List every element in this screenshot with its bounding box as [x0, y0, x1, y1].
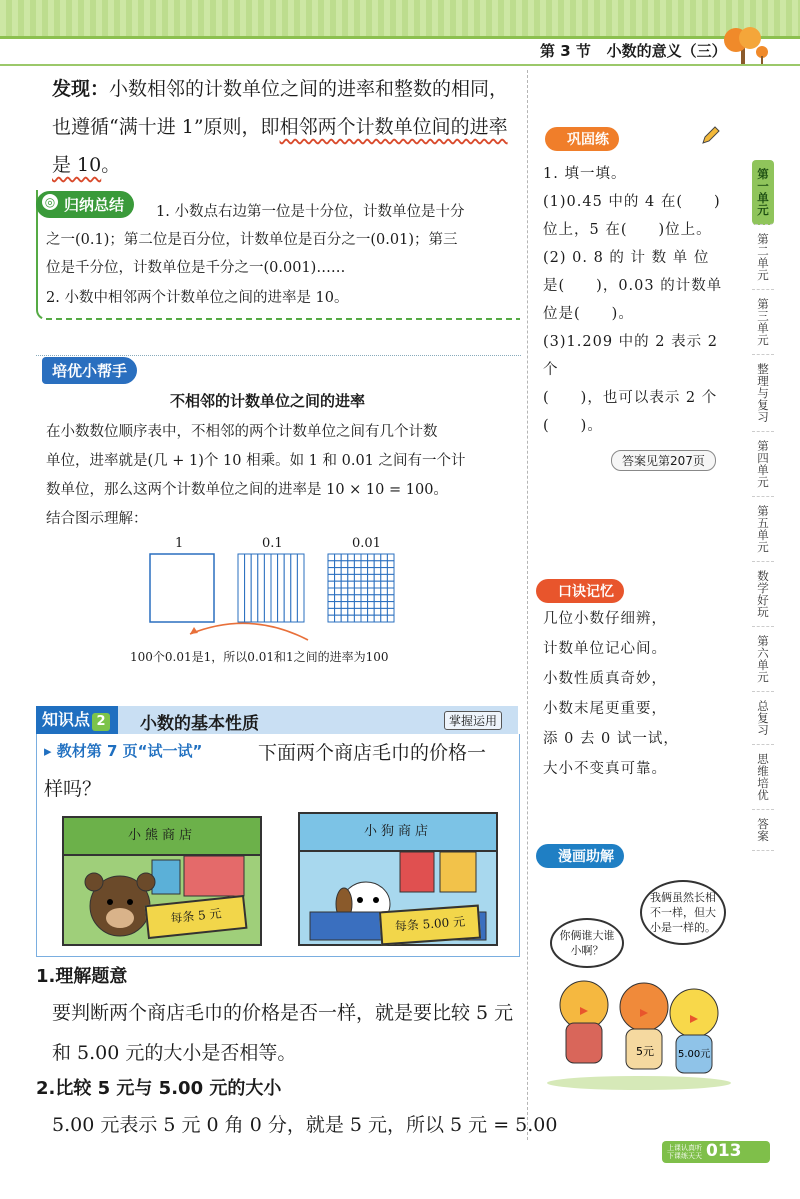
poem-line: 添 0 去 0 试一试，	[543, 731, 679, 747]
speech-bubble-right: 我俩虽然长相不一样，但大小是一样的。	[640, 880, 726, 945]
hundredth-cell	[354, 581, 361, 588]
bear-price-tag: 每条 5 元	[144, 895, 247, 939]
hundredth-cell	[341, 581, 348, 588]
side-tab-answers[interactable]: 答 案	[752, 810, 774, 851]
grid-label-hundredth: 0.01	[352, 536, 381, 551]
section-header	[540, 40, 727, 61]
hundredth-cell	[387, 581, 394, 588]
hundredth-cell	[381, 615, 388, 622]
hundredth-cell	[341, 554, 348, 561]
grid-label-1: 1	[175, 536, 184, 551]
discovery-text-2: 也遵循“满十进 1”原则，即	[52, 116, 280, 138]
question-line-1: 下面两个商店毛巾的价格一	[258, 742, 487, 764]
hundredth-cell	[335, 561, 342, 568]
exercise-line: 位是( )。	[543, 306, 634, 322]
speech-bubble-left: 你俩谁大谁小啊？	[550, 918, 624, 968]
hundredth-cell	[374, 561, 381, 568]
target-icon: ◎	[42, 194, 58, 210]
hundredth-cell	[341, 602, 348, 609]
relation-arrow	[190, 623, 308, 640]
hundredth-cell	[387, 608, 394, 615]
hundredth-cell	[361, 581, 368, 588]
knowledge-tag-label: 知识点	[42, 710, 91, 729]
pencil-icon	[700, 124, 722, 146]
exercise-line: ( )，也可以表示 2 个	[543, 390, 718, 406]
hundredth-cell	[335, 615, 342, 622]
step2-line-1: 5.00 元表示 5 元 0 角 0 分，就是 5 元，所以 5 元 = 5.00	[52, 1114, 558, 1136]
poem-line: 小数末尾更重要，	[543, 701, 667, 717]
side-tab-unit3[interactable]: 第三单元	[752, 290, 774, 355]
hundredth-cell	[387, 615, 394, 622]
hundredth-cell	[387, 554, 394, 561]
hundredth-cell	[374, 588, 381, 595]
summary-line-1: 1. 小数点右边第一位是十分位，计数单位是十分	[156, 204, 465, 220]
shirt-label-5: 5元	[636, 1045, 654, 1058]
hundredth-cell	[361, 615, 368, 622]
exercise-line: 位上，5 在( )位上。	[543, 222, 712, 238]
exercise-line: (2) 0. 8 的 计 数 单 位	[543, 250, 710, 266]
hundredth-cell	[335, 608, 342, 615]
hundredth-cell	[387, 602, 394, 609]
page-number: 013	[706, 1141, 742, 1161]
side-tab-unit1[interactable]: 第一单元	[752, 160, 774, 225]
hundredth-cell	[341, 608, 348, 615]
hundredth-grid	[328, 554, 394, 622]
hundredth-cell	[341, 595, 348, 602]
hundredth-cell	[374, 608, 381, 615]
hundredth-cell	[348, 568, 355, 575]
discovery-period: 。	[101, 154, 121, 176]
side-tab-fun-math[interactable]: 数学好玩	[752, 562, 774, 627]
hundredth-cell	[348, 595, 355, 602]
hundredth-cell	[354, 568, 361, 575]
consolidate-exercises	[543, 160, 733, 440]
chicks-illustration	[544, 965, 734, 1090]
helper-title: 不相邻的计数单位之间的进率	[170, 392, 366, 410]
hundredth-cell	[354, 595, 361, 602]
summary-line-3: 位是千分位，计数单位是千分之一(0.001)……	[46, 260, 346, 276]
hundredth-cell	[354, 608, 361, 615]
exercise-line: ( )。	[543, 418, 603, 434]
comic-tag: 漫画助解	[536, 844, 624, 868]
knowledge-tag	[36, 706, 118, 734]
hundredth-cell	[381, 608, 388, 615]
hundredth-cell	[387, 561, 394, 568]
header-rule	[0, 64, 800, 66]
poem-line: 小数性质真奇妙，	[543, 671, 667, 687]
hundredth-cell	[387, 595, 394, 602]
textbook-ref: ▸ 教材第 7 页“试一试”	[44, 742, 203, 760]
exercise-line: 是( )，0.03 的计数单	[543, 278, 723, 294]
hundredth-cell	[328, 561, 335, 568]
hundredth-cell	[361, 554, 368, 561]
tenth-strip	[291, 554, 298, 622]
whole-square	[150, 554, 214, 622]
helper-line-3: 数单位，那么这两个计数单位之间的进率是 10 × 10 = 100。	[46, 482, 448, 498]
side-tab-unit5[interactable]: 第五单元	[752, 497, 774, 562]
step1-title: 1.理解题意	[36, 966, 128, 987]
answer-reference: 答案见第207页	[611, 450, 716, 471]
hundredth-cell	[335, 568, 342, 575]
helper-line-2: 单位，进率就是(几 + 1)个 10 相乘。如 1 和 0.01 之间有一个计	[46, 453, 466, 469]
mnemonic-tag: 口诀记忆	[536, 579, 624, 603]
side-tab-unit4[interactable]: 第四单元	[752, 432, 774, 497]
hundredth-cell	[354, 602, 361, 609]
step1-line-2: 和 5.00 元的大小是否相等。	[52, 1042, 297, 1064]
hundredth-cell	[387, 574, 394, 581]
tenth-strip	[245, 554, 252, 622]
unit-side-index	[738, 160, 782, 851]
grid-caption: 100个0.01是1，所以0.01和1之间的进率为100	[130, 650, 389, 664]
helper-tag: 培优小帮手	[42, 357, 137, 384]
hundredth-cell	[361, 602, 368, 609]
exercise-line: 1. 填一填。	[543, 166, 627, 182]
hundredth-cell	[348, 574, 355, 581]
summary-line-2: 之一(0.1)；第二位是百分位，计数单位是百分之一(0.01)；第三	[46, 232, 458, 248]
footer-slogan: 上课认真听 下课练天天	[667, 1144, 702, 1160]
master-badge: 掌握运用	[444, 711, 502, 730]
hundredth-cell	[354, 561, 361, 568]
hundredth-cell	[374, 581, 381, 588]
hundredth-cell	[361, 588, 368, 595]
hundredth-cell	[374, 554, 381, 561]
column-divider	[527, 70, 528, 1140]
hundredth-cell	[328, 615, 335, 622]
hundredth-cell	[387, 568, 394, 575]
hundredth-cell	[374, 574, 381, 581]
discovery-emphasis-1: 相邻两个计数单位间的进率	[279, 116, 508, 138]
exercise-line: (3)1.209 中的 2 表示 2 个	[543, 334, 718, 378]
tenth-strip	[278, 554, 285, 622]
section-number: 第 3 节	[540, 42, 591, 60]
hundredth-cell	[328, 574, 335, 581]
summary-tag	[36, 191, 134, 218]
step2-title: 2.比较 5 元与 5.00 元的大小	[36, 1078, 282, 1099]
discovery-text-1: 小数相邻的计数单位之间的进率和整数的相同，	[109, 78, 509, 100]
side-tab-final-review[interactable]: 总复习	[752, 692, 774, 745]
hundredth-cell	[381, 595, 388, 602]
hundredth-cell	[387, 588, 394, 595]
hundredth-cell	[335, 595, 342, 602]
hundredth-cell	[368, 588, 375, 595]
tenth-strip	[238, 554, 245, 622]
hundredth-cell	[381, 561, 388, 568]
side-tab-unit2[interactable]: 第二单元	[752, 225, 774, 290]
step1-line-1: 要判断两个商店毛巾的价格是否一样，就是要比较 5 元	[52, 1002, 514, 1024]
hundredth-cell	[361, 561, 368, 568]
hundredth-cell	[328, 588, 335, 595]
hundredth-cell	[374, 615, 381, 622]
summary-line-4: 2. 小数中相邻两个计数单位之间的进率是 10。	[46, 290, 349, 306]
hundredth-cell	[341, 568, 348, 575]
hundredth-cell	[381, 602, 388, 609]
hundredth-cell	[374, 595, 381, 602]
hundredth-cell	[328, 568, 335, 575]
tenth-strip	[264, 554, 271, 622]
hundredth-cell	[368, 615, 375, 622]
hundredth-cell	[335, 588, 342, 595]
hundredth-cell	[348, 588, 355, 595]
hundredth-cell	[381, 568, 388, 575]
knowledge-title: 小数的基本性质	[140, 714, 259, 734]
hundredth-cell	[335, 574, 342, 581]
grid-label-tenth: 0.1	[262, 536, 283, 551]
hundredth-cell	[354, 615, 361, 622]
hundredth-cell	[328, 554, 335, 561]
tenth-strip	[284, 554, 291, 622]
tenth-strip	[271, 554, 278, 622]
hundredth-cell	[361, 595, 368, 602]
hundredth-cell	[348, 581, 355, 588]
hundredth-cell	[368, 608, 375, 615]
exercise-line: (1)0.45 中的 4 在( )	[543, 194, 721, 210]
arrow-head	[190, 627, 198, 634]
hundredth-cell	[348, 554, 355, 561]
hundredth-cell	[348, 561, 355, 568]
tenth-strip	[251, 554, 258, 622]
dog-price-tag: 每条 5.00 元	[379, 905, 481, 946]
header-band	[0, 0, 800, 36]
discovery-emphasis-2: 是 10	[52, 154, 102, 176]
hundredth-cell	[374, 568, 381, 575]
place-value-grids	[140, 550, 400, 650]
hundredth-cell	[328, 581, 335, 588]
header-band-edge	[0, 36, 800, 39]
hundredth-cell	[335, 602, 342, 609]
section-title: 小数的意义（三）	[606, 42, 727, 60]
side-tab-review[interactable]: 整理与复习	[752, 355, 774, 432]
side-tab-thinking[interactable]: 思维培优	[752, 745, 774, 810]
shirt-label-500: 5.00元	[678, 1049, 711, 1060]
hundredth-cell	[348, 602, 355, 609]
discovery-label: 发现：	[52, 78, 110, 100]
hundredth-cell	[381, 581, 388, 588]
hundredth-cell	[381, 588, 388, 595]
hundredth-cell	[335, 581, 342, 588]
hundredth-cell	[381, 554, 388, 561]
poem-line: 几位小数仔细辨，	[543, 611, 667, 627]
tenth-strip	[297, 554, 304, 622]
hundredth-cell	[335, 554, 342, 561]
bear-store-sign: 小熊商店	[64, 818, 260, 856]
hundredth-cell	[381, 574, 388, 581]
question-line-2: 样吗？	[44, 778, 102, 800]
tenth-grid	[238, 554, 304, 622]
tenth-strip	[258, 554, 265, 622]
hundredth-cell	[348, 608, 355, 615]
hundredth-cell	[328, 608, 335, 615]
hundredth-cell	[361, 574, 368, 581]
hundredth-cell	[368, 568, 375, 575]
hundredth-cell	[354, 574, 361, 581]
hundredth-cell	[368, 561, 375, 568]
hundredth-cell	[341, 588, 348, 595]
hundredth-cell	[368, 574, 375, 581]
helper-line-4: 结合图示理解：	[46, 511, 148, 527]
consolidate-tag: 巩固练	[545, 127, 619, 151]
helper-line-1: 在小数数位顺序表中，不相邻的两个计数单位之间有几个计数	[46, 424, 438, 440]
hundredth-cell	[368, 595, 375, 602]
hundredth-cell	[341, 574, 348, 581]
side-tab-unit6[interactable]: 第六单元	[752, 627, 774, 692]
hundredth-cell	[354, 554, 361, 561]
hundredth-cell	[361, 568, 368, 575]
hundredth-cell	[341, 615, 348, 622]
hundredth-cell	[328, 595, 335, 602]
hundredth-cell	[361, 608, 368, 615]
dog-store-sign: 小狗商店	[300, 814, 496, 852]
hundredth-cell	[374, 602, 381, 609]
hundredth-cell	[368, 581, 375, 588]
hundredth-cell	[368, 602, 375, 609]
discovery-paragraph	[52, 70, 522, 184]
mnemonic-poem	[543, 604, 679, 784]
tree-icon	[718, 22, 768, 66]
poem-line: 大小不变真可靠。	[543, 761, 667, 777]
hundredth-cell	[348, 615, 355, 622]
hundredth-cell	[341, 561, 348, 568]
hundredth-cell	[328, 602, 335, 609]
knowledge-number: 2	[92, 713, 110, 731]
poem-line: 计数单位记心间。	[543, 641, 667, 657]
helper-body	[46, 418, 466, 534]
summary-tag-label: 归纳总结	[64, 196, 125, 214]
hundredth-cell	[354, 588, 361, 595]
hundredth-cell	[368, 554, 375, 561]
